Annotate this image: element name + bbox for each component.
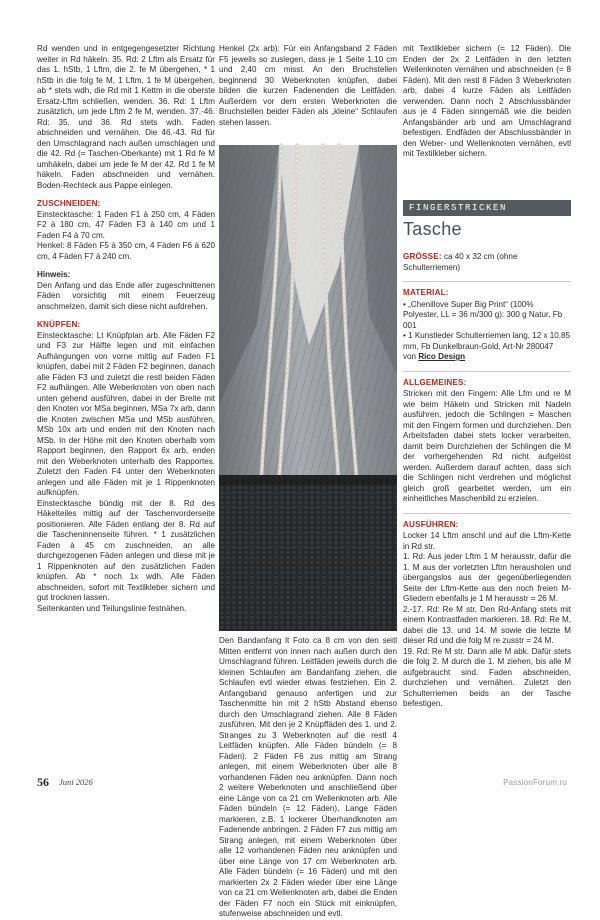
- column-left: [37, 44, 215, 614]
- divider: [403, 513, 571, 514]
- henkel-paragraph: Henkel (2x arb): Für ein Anfangsband 2 Fäden F5 jeweils so zuslegen, dass je 1 Seite 1,10 cm und 2,40 cm misst. An den Bruchstellen beginnend 30 Weberknoten knüpfen, dabei bilden die kurzen Fadenenden die Leitfäden. Außerdem vor dem ersten Weberknoten die Bruchstellen beider Fäden als „kleine“ Schlaufen stehen lassen.: [219, 44, 397, 127]
- hinweis-heading: Hinweis:: [37, 270, 71, 279]
- watermark: PassionForum.ru: [503, 778, 567, 787]
- abschluss-paragraph: mit Textilkleber sichern (= 12 Fäden). Die Enden der 2x 2 Leitfäden in den letzten Wellenknoten vernähen und abschneiden (= 8 Fäden). Mit den restl 8 Fäden 3 Weberknoten arb, dabei 4 kurze Fäden als Leitfäden verwenden. Dann noch 2 Abschlussbänder aus je 4 Fäden sinngemäß wie die beiden Anfangsbänder arb und am Umschlagrand befestigen. Endfäden der Abschlussbänder in den Weber- und Wellenknoten vernähen, evtl mit Textilkleber sichern.: [403, 44, 571, 158]
- zuschneiden-heading: ZUSCHNEIDEN:: [37, 199, 101, 208]
- knuepfen-positionieren: Einstecktasche bündig mit der 8. Rd des Häkelteiles mittig auf der Taschenvorderseite positionieren. Alle Fäden entlang der 8. Rd auf die Tascheninnenseite führen. * 1 zusätzlichen Faden à 45 cm zuschneiden, an alle durchgezogenen Fäden anlegen und diese mit je 1 Rippenknoten auf den zusätzlichen Faden knüpfen. Ab * noch 1x wdh. Alle Fäden abschneiden, sofort mit Textilkleber sichern und gut trocknen lassen.: [37, 498, 215, 602]
- size-line: [403, 252, 571, 273]
- ausfuehren-heading: AUSFÜHREN:: [403, 519, 459, 529]
- issue-date: Juni 2026: [59, 777, 93, 787]
- material-brand-line: [403, 352, 571, 363]
- ausfuehren-step-1: Locker 14 Lftm anschl und auf die Lftm-Kette in Rd str.: [403, 531, 571, 551]
- material-yarn: • „Chenillove Super Big Print“ (100% Polyester, LL = 36 m/300 g): 300 g Natur, Fb 001: [403, 299, 563, 330]
- page-number: 56: [37, 775, 49, 789]
- divider: [403, 281, 571, 282]
- divider: [403, 371, 571, 372]
- intro-paragraph: Rd wenden und in entgegengesetzter Richtung weiter in Rd häkeln. 35. Rd: 2 Lftm als Ersatz für das 1. hStb, 1 Lftm, die 2. fe M übergehen, * 1 hStb in die folg fe M, 1 Lftm, 1 fe M übergehen, ab * stets wdh, die Rd mit 1 Kettm in die oberste Ersatz-Lftm schließen, wenden. 36. Rd: 1 Lftm zusätzlich, um jede Lftm 2 fe M, wenden. 37.-46. Rd: 35. und 36. Rd stets wdh. Faden abschneiden und vernähen. Die 46.-43. Rd für den Umschlagrand nach außen umschlagen und die 42. Rd (= Taschen-Oberkante) mit 1 Rd fe M umhäkeln, dabei um jede fe M der 42. Rd 1 fe M häkeln. Faden abschneiden und vernähen. Boden-Rechteck aus Pappe einlegen.: [37, 44, 215, 190]
- column-right-top: [403, 44, 571, 160]
- page-footer: [37, 775, 567, 791]
- column-middle-top: [219, 44, 397, 128]
- material-heading: MATERIAL:: [403, 288, 449, 297]
- allgemeines-text: Stricken mit den Fingern: Alle Lfm und re M wie beim Häkeln und Stricken mit Nadeln ausführen, jedoch die Schlingen = Maschen mit den Fingern formen und durchziehen. Den Arbeitsfaden dabei stets locker verarbeiten, damit beim Durchziehen der Schlingen die M der vorhergehenden Rd nicht aufgelöst werden. Außerdem darauf achten, dass sich die Schlingen nicht verdrehen und möglichst gleich groß gearbeitet werden, um ein einheitliches Maschenbild zu erzielen.: [403, 389, 571, 503]
- henkel-anleitung: Den Bandanfang lt Foto ca 8 cm von den seitl Mitten entfernt von innen nach außen durch den Umschlagrand führen. Leitfäden jeweils durch die kleinen Schlaufen am Bandanfang ziehen, die Schlaufen evtl wieder etwas festziehen. Ein 2. Anfangsband genauso anfertigen und zur Taschenmitte hin mit 2 hStb Abstand ebenso durch den Umschlagrand ziehen. Alle 8 Fäden zusführen. Mit den je 2 Knüpffäden des 1. und 2. Stranges zu 3 Weberknoten auf die restl 4 Leitfäden knüpfen. Alle Fäden bündeln (= 8 Fäden). 2 Fäden F6 zus mittig am Strang anlegen, mit einem Weberknoten über alle 8 vorhandenen Fäden neu anknüpfen. Dann noch 2 weitere Weberknoten und anschließend über eine Länge von ca 21 cm Wellenknoten arb. Alle Fäden bündeln (= 12 Fäden). Lange Fäden markieren, z.B. 1 lockerer Überhandknoten am Fadenende anbringen. 2 Fäden F7 zus mittig am Strang anlegen, mit einem Weberknoten über alle 12 vorhandenen Fäden neu anknüpfen und über eine Länge von 17 cm Weberknoten arb. Alle Fäden bündeln (= 16 Fäden) und mit den markierten 2x 2 Fäden wieder über eine Länge von ca 21 cm Wellenknoten arb, dabei die Enden der Fäden F7 noch ein Stück mit einknüpfen, stufenweise abschneiden und evtl.: [219, 636, 397, 918]
- zuschneiden-einstecktasche: Einstecktasche: 1 Faden F1 à 250 cm, 4 Fäden F2 à 180 cm, 47 Fäden F3 à 140 cm und 1 Faden F4 à 70 cm.: [37, 209, 215, 240]
- ausfuehren-step-3: 2.-17. Rd: Re M str. Den Rd-Anfang stets mit einem Kontrastfaden markieren. 18. Rd: Re M, dabei die 13. und 14. M sowie die letzte M dieser Rd und die folg M re zusstr = 24 M.: [403, 604, 571, 645]
- column-right-pattern: [403, 252, 571, 710]
- size-label: GRÖSSE:: [403, 252, 442, 261]
- category-tag-text: FINGERSTRICKEN: [409, 203, 508, 213]
- allgemeines-heading: ALLGEMEINES:: [403, 377, 467, 387]
- knuepfen-heading: KNÜPFEN:: [37, 320, 81, 329]
- knuepfen-festnaehen: Seitenkanten und Teilungslinie festnähen.: [37, 603, 187, 613]
- hinweis-text: Den Anfang und das Ende aller zugeschnittenen Fäden vorsichtig mit einem Feuerzeug anschmelzen, damit sich diese nicht aufdrehen.: [37, 280, 215, 311]
- zuschneiden-henkel: Henkel: 8 Fäden F5 à 350 cm, 4 Fäden F6 à 620 cm, 4 Fäden F7 à 240 cm.: [37, 241, 215, 261]
- category-tag: [403, 200, 571, 216]
- material-strap: • 1 Kunstleder Schulterriemen lang, 12 x 10,85 mm, Fb Dunkelbraun-Gold, Art-Nr 280047: [403, 331, 571, 351]
- knuepfen-einstecktasche: Einstecktasche: Lt Knüpfplan arb. Alle Fäden F2 und F3 zur Hälfte legen und mit einfachen Aufhängungen von vorne mittig auf Faden F1 knüpfen, dabei mit 2 Fäden F2 beginnen, danach alle Fäden F3 und zuletzt die restl beiden Fäden F2 aufhängen. Alle Weberknoten von oben nach unten gehend ausführen, dabei in der Breite mit den Knoten vor MSa beginnen, MSa 7x arb, dann die Knoten zwischen MSa und MSb ausführen, MSb 10x arb und enden mit den Knoten nach MSb. In der Höhe mit den Knoten oberhalb vom Rapport beginnen, den Rapport 6x arb, enden mit den Weberknoten unterhalb des Rapportes. Zuletzt den Faden F4 unter den Weberknoten anlegen und alle Fäden mit je 1 Rippenknoten aufknüpfen.: [37, 330, 215, 497]
- material-brand: Rico Design: [418, 352, 466, 361]
- material-brand-prefix: von: [403, 352, 419, 361]
- pattern-title: Tasche: [403, 219, 462, 239]
- ausfuehren-step-4: 19. Rd: Re M str. Dann alle M abk. Dafür stets die folg 2. M durch die 1. M ziehen, bis alle M aufgebraucht sind. Faden abschneiden, durchziehen und vernähen. Zuletzt den Schulterriemen beids an der Tasche befestigen.: [403, 646, 571, 708]
- ausfuehren-step-2: 1. Rd: Aus jeder Lftm 1 M herausstr, dafür die 1. M aus der vorletzten Lftm herausholen und übergangslos aus der gegenüberliegenden Seite der Lftm-Kette aus den noch freien M-Gliedern ebenfalls je 1 M herausstr = 26 M.: [403, 552, 571, 603]
- size-value: ca 40 x 32 cm (ohne Schulterriemen): [403, 252, 518, 272]
- bag-strap-photo: [219, 145, 397, 631]
- photo-illustration: [219, 145, 397, 631]
